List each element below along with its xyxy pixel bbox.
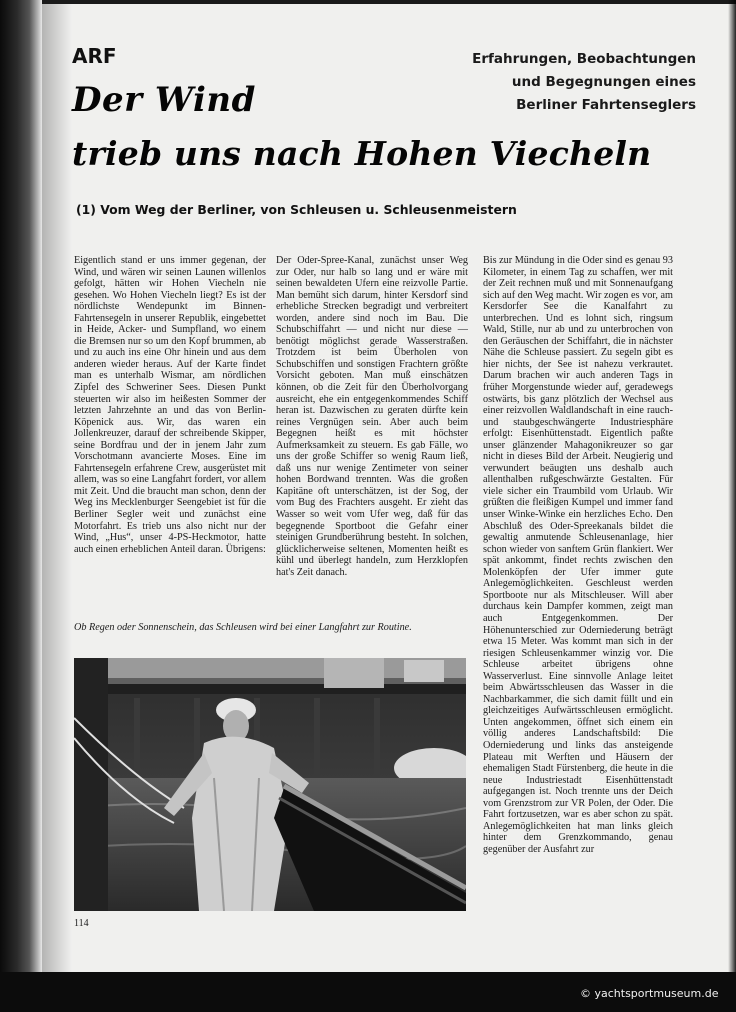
lock-photo	[74, 658, 466, 911]
copyright-watermark: © yachtsportmuseum.de	[580, 987, 719, 1000]
book-binding	[0, 0, 42, 972]
photo-caption: Ob Regen oder Sonnenschein, das Schleusen wird bei einer Langfahrt zur Routine.	[74, 622, 412, 633]
photo-illustration	[74, 658, 466, 911]
scan-edge-shadow	[728, 0, 736, 1012]
magazine-page	[42, 4, 736, 972]
subtitle-line: und Begegnungen eines	[511, 74, 696, 90]
kicker: ARF	[72, 44, 117, 68]
title-line-1: Der Wind	[72, 80, 256, 120]
subtitle-block	[430, 48, 696, 117]
page-number: 114	[74, 918, 89, 929]
title-line-2: trieb uns nach Hohen Viecheln	[72, 134, 652, 173]
text-column-3: Bis zur Mündung in die Oder sind es genau 93 Kilometer, in einem Tag zu schaffen, wer mit der Zeit rechnen muß und mit Sonnenaufgang sich auf den Weg macht. Wir zogen es vor, am Kersdorfer See die Kanalfahrt zu unterbrechen. Und es lohnt sich, ringsum Wald, Stille, nur ab und zu unterbrochen von den Geräuschen der Schiffahrt, die in nächster Nähe die Schleuse passiert. Zu segeln gibt es hier nichts, der See ist nahezu verkrautet. Darum brachen wir auch anderen Tags in früher Morgenstunde wieder auf, geradewegs ostwärts, bis ganz plötzlich der Wechsel aus einer reizvollen Waldlandschaft in eine rauch- und staubgeschwängerte Industriesphäre erfolgt: Eisenhüttenstadt. Eigentlich paßte unser glänzender Mahagonikreuzer so gar nicht in dieses Bild der Arbeit. Neugierig und verwundert beäugten uns deshalb auch allenthalben rußgeschwärzte Gestalten. Für viele sicher ein Traumbild vom Urlaub. Wir grüßten die fleißigen Kumpel und immer fand unser Winke-Winke ein herzliches Echo. Den Abschluß des Oder-Spreekanals bildet die gewaltig anmutende Schleusenanlage, hier schon wieder von sanftem Grün flankiert. Wer spät ankommt, findet rechts zwischen den Molenköpfen der Ufer immer gute Anlegemöglichkeiten. Geschleust werden Sportboote nur als Mitschleuser. Will aber durchaus kein Dampfer kommen, zeigt man auch Entgegenkommen. Der Höhenunterschied zur Oderniederung beträgt etwa 15 Meter. Was kommt man sich in der riesigen Schleusenkammer winzig vor. Die Schleuse arbeitet übrigens ohne Wasserverlust. Eine sinnvolle Anlage leitet beim Abwärtsschleusen das Wasser in die Nachbarkammer, die sich damit füllt und ein gleichzeitiges Aufwärtsschleusen ermöglicht. Unten angekommen, öffnet sich einem ein völlig anderes Landschaftsbild: Die Oderniederung und links das ansteigende Plateau mit Werften und Häusern der ehemaligen Stadt Fürstenberg, die heute in die neue Industriestadt Eisenhüttenstadt aufgegangen ist. Noch trennte uns der Deich vom Grenzstrom zur VR Polen, der Oder. Die Fahrt fortzusetzen, war es aber schon zu spät. Anlegemöglichkeiten hat man links gleich hinter dem Grenzkommando, genau gegenüber der Ausfahrt zur	[483, 255, 673, 855]
text-column-2: Der Oder-Spree-Kanal, zunächst unser Weg zur Oder, nur halb so lang und er wäre mit seinen bewaldeten Ufern eine reizvolle Partie. Man bemüht sich darum, hinter Kersdorf sind erhebliche Strecken begradigt und verbreitert worden, andere sind noch im Bau. Die Schubschiffahrt — und nicht nur diese — benötigt möglichst gerade Wasserstraßen. Trotzdem ist beim Überholen von Schubschiffen und sonstigen Frachtern größte Vorsicht geboten. Man muß einschätzen können, ob die Zeit für den Überholvorgang ausreicht, ehe ein entgegenkommendes Schiff heran ist. Dazwischen zu geraten dürfte kein reines Vergnügen sein. Aber auch beim Begegnen heißt es mit höchster Aufmerksamkeit zu steuern. Es gab Fälle, wo uns der große Schiffer so wenig Raum ließ, daß uns nur wenige Zentimeter von seiner hohen Bordwand trennten. Was die großen Kapitäne oft unterschätzen, ist der Sog, der vom Bug des Frachters ausgeht. Er zieht das Wasser so weit vom Ufer weg, daß für das begegnende Sportboot die Gefahr einer steinigen Grundberührung besteht. In solchen, glücklicherweise seltenen, Momenten heißt es kühl und überlegt handeln, zum Herzklopfen hat's Zeit danach.	[276, 255, 468, 578]
section-heading: (1) Vom Weg der Berliner, von Schleusen u. Schleusenmeistern	[76, 202, 517, 217]
page-fold-shadow	[42, 4, 72, 972]
text-column-1: Eigentlich stand er uns immer gegenan, der Wind, und wären wir seinen Launen willenlos gefolgt, hätten wir Hohen Viecheln nie gesehen. Wo Hohen Viecheln liegt? Es ist der nördlichste Wendepunkt im Binnen-Fahrtensegeln in unserer Republik, eingebettet in Heide, Acker- und Sumpfland, wo einem die Bremsen nur so um den Kopf brummen, ab und zu auch ins eine Ohr hinein und aus dem anderen wieder heraus. Auf der Karte findet man es unterhalb Wismar, am nördlichen Zipfel des Schweriner Sees. Diesen Punkt steuerten wir also im heißesten Sommer der letzten Jahrzehnte an und das von Berlin-Köpenick aus. Wir, das waren ein Jollenkreuzer, darauf der schreibende Skipper, seine Bordfrau und der in jenem Jahr zum Vorschotmann avancierte Moses. Eine im Fahrtensegeln erfahrene Crew, ausgerüstet mit allem, was so eine Langfahrt fordert, vor allem mit Zeit. Und die braucht man schon, denn der Weg ins Mecklenburger Seengebiet ist für die Berliner Segler weit und zunächst eine Motorfahrt. Es trieb uns also nicht nur der Wind, „Hus“, unser 4-PS-Heckmotor, hatte auch einen erheblichen Anteil daran. Übrigens:	[74, 255, 266, 555]
subtitle-line: Berliner Fahrtenseglers	[516, 97, 696, 113]
subtitle-line: Erfahrungen, Beobachtungen	[472, 51, 696, 67]
